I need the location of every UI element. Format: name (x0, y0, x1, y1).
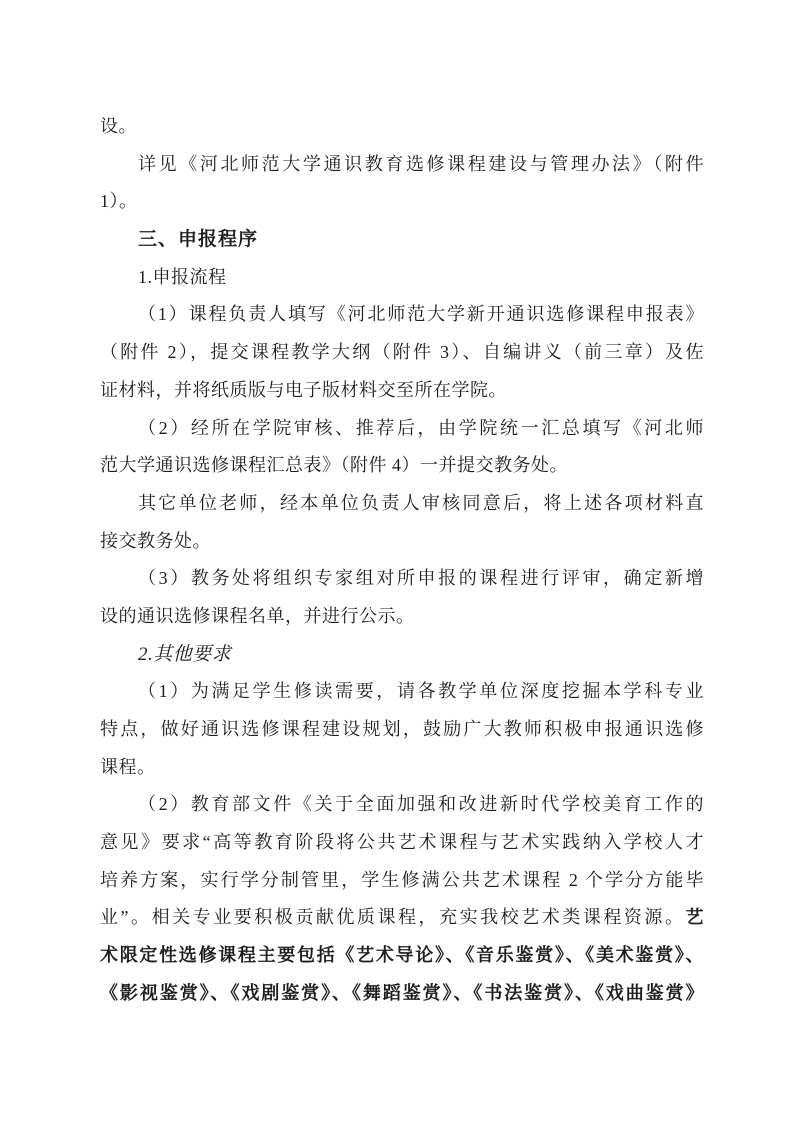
text-run: （2）教育部文件《关于全面加强和改进新时代学校美育工作的 (138, 794, 704, 815)
text-line (100, 598, 704, 636)
text-line (100, 334, 704, 372)
text-run: （3）教务处将组织专家组对所申报的课程进行评审，确定新增 (138, 568, 704, 589)
text-run: （2）经所在学院审核、推荐后，由学院统一汇总填写《河北师 (138, 417, 704, 438)
text-run: （1）为满足学生修读需要，请各教学单位深度挖掘本学科专业 (138, 681, 704, 702)
text-run: 业”。相关专业要积极贡献优质课程，充实我校艺术类课程资源。 (100, 907, 686, 928)
text-run: 术限定性选修课程主要包括《艺术导论》、《音乐鉴赏》、《美术鉴赏》、 (100, 945, 704, 966)
text-line (100, 786, 704, 824)
text-line (100, 711, 704, 749)
text-line (100, 146, 704, 184)
text-line (100, 183, 704, 221)
text-line (100, 485, 704, 523)
text-line (100, 447, 704, 485)
text-run: 《影视鉴赏》、《戏剧鉴赏》、《舞蹈鉴赏》、《书法鉴赏》、《戏曲鉴赏》 (100, 982, 704, 1003)
text-line (100, 108, 704, 146)
text-line (100, 560, 704, 598)
text-line (100, 937, 704, 975)
text-run: 详见《河北师范大学通识教育选修课程建设与管理办法》（附件 (138, 153, 704, 174)
text-run: （1）课程负责人填写《河北师范大学新开通识选修课程申报表》 (138, 304, 704, 325)
text-run: 培养方案，实行学分制管里，学生修满公共艺术课程 2 个学分方能毕 (100, 869, 704, 890)
text-run: 2.其他要求 (138, 643, 232, 665)
text-run: 设的通识选修课程名单，并进行公示。 (100, 605, 415, 626)
text-line (100, 749, 704, 787)
text-line (100, 523, 704, 561)
text-run: （附件 2），提交课程教学大纲（附件 3）、自编讲义（前三章）及佐 (100, 342, 704, 363)
document-body (100, 108, 704, 1013)
text-run: 1.申报流程 (138, 266, 227, 287)
text-line (100, 673, 704, 711)
text-run: 三、申报程序 (138, 229, 259, 251)
text-run: 1）。 (100, 191, 138, 212)
text-run: 范大学通识选修课程汇总表》（附件 4）一并提交教务处。 (100, 455, 568, 476)
text-line (100, 862, 704, 900)
text-line (100, 824, 704, 862)
text-line (100, 899, 704, 937)
text-line (100, 259, 704, 297)
text-run: 艺 (685, 907, 704, 928)
text-run: 意见》要求“高等教育阶段将公共艺术课程与艺术实践纳入学校人才 (100, 832, 704, 853)
text-run: 设。 (100, 116, 137, 136)
section-heading (100, 221, 704, 259)
text-line (100, 636, 704, 674)
text-line (100, 975, 704, 1013)
text-run: 特点，做好通识选修课程建设规划，鼓励广大教师积极申报通识选修 (100, 719, 704, 739)
text-run: 课程。 (100, 756, 156, 777)
text-run: 接交教务处。 (100, 530, 211, 551)
text-run: 证材料，并将纸质版与电子版材料交至所在学院。 (100, 379, 507, 400)
text-line (100, 296, 704, 334)
text-line (100, 372, 704, 410)
text-line (100, 410, 704, 448)
text-run: 其它单位老师，经本单位负责人审核同意后，将上述各项材料直 (138, 492, 704, 513)
